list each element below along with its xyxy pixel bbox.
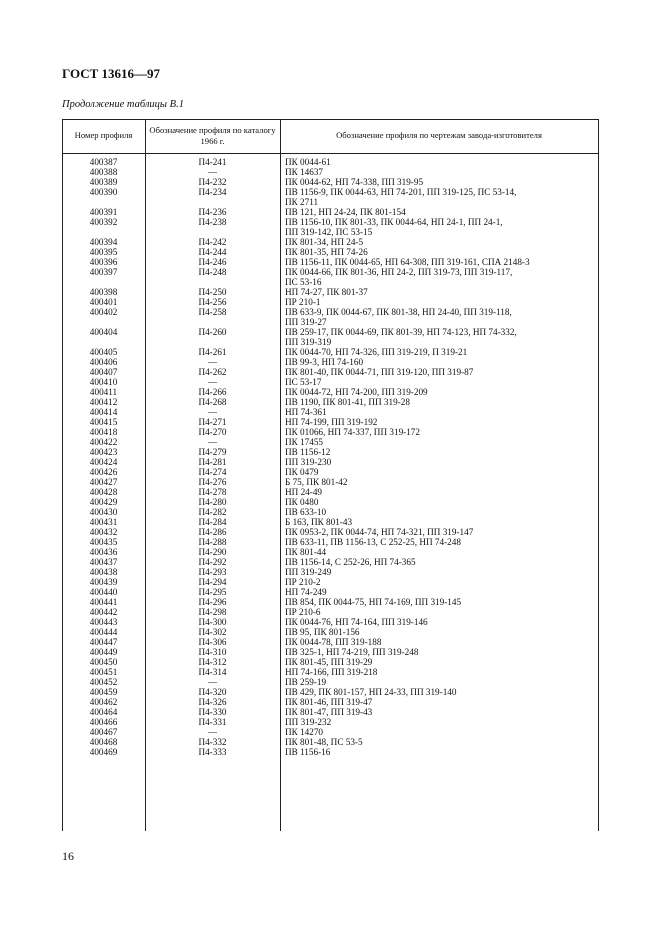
- catalog-code-cell: П4-293: [198, 567, 227, 577]
- table-row: [62, 367, 599, 377]
- manufacturer-codes-line: ПК 0044-61: [285, 157, 331, 167]
- catalog-code-cell: П4-234: [198, 187, 227, 197]
- profile-number-cell: 400407: [89, 367, 118, 377]
- catalog-code-cell: П4-276: [198, 477, 227, 487]
- table-row: [62, 397, 599, 407]
- table-row: [62, 697, 599, 707]
- table-row: [62, 627, 599, 637]
- manufacturer-codes-cell: [280, 607, 590, 617]
- manufacturer-codes-cell: [280, 287, 590, 297]
- catalog-code-cell: П4-236: [198, 207, 227, 217]
- profile-number-cell: 400438: [89, 567, 118, 577]
- manufacturer-codes-line: ПС 53-16: [285, 277, 322, 287]
- manufacturer-codes-line: ПК 0953-2, ПК 0044-74, НП 74-321, ПП 319-147: [285, 527, 474, 537]
- table-row: [62, 657, 599, 667]
- profile-number-cell: 400427: [89, 477, 118, 487]
- catalog-code-cell: П4-292: [198, 557, 227, 567]
- profile-number-cell: 400452: [89, 677, 118, 687]
- manufacturer-codes-cell: [280, 657, 590, 667]
- manufacturer-codes-line: НП 74-166, ПП 319-218: [285, 667, 378, 677]
- catalog-code-cell: П4-296: [198, 597, 227, 607]
- catalog-code-cell: П4-271: [198, 417, 227, 427]
- table-row: [62, 487, 599, 497]
- manufacturer-codes-line: ПВ 1156-16: [285, 747, 331, 757]
- manufacturer-codes-line: ПК 801-46, ПП 319-47: [285, 697, 373, 707]
- page-number: 16: [62, 849, 74, 863]
- catalog-code-cell: П4-295: [198, 587, 227, 597]
- table-row: [62, 507, 599, 517]
- manufacturer-codes-cell: [280, 167, 590, 177]
- profile-number-cell: 400468: [89, 737, 118, 747]
- manufacturer-codes-cell: [280, 467, 590, 477]
- manufacturer-codes-line: ПК 0480: [285, 497, 319, 507]
- manufacturer-codes-cell: [280, 407, 590, 417]
- manufacturer-codes-cell: [280, 367, 590, 377]
- manufacturer-codes-line: ПК 0479: [285, 467, 319, 477]
- manufacturer-codes-cell: [280, 207, 590, 217]
- profile-number-cell: 400396: [89, 257, 118, 267]
- table-row: [62, 677, 599, 687]
- manufacturer-codes-cell: [280, 177, 590, 187]
- table-row: [62, 567, 599, 577]
- catalog-code-cell: —: [207, 167, 218, 177]
- table-row: [62, 467, 599, 477]
- catalog-code-cell: П4-320: [198, 687, 227, 697]
- table-row: [62, 377, 599, 387]
- catalog-code-cell: П4-330: [198, 707, 227, 717]
- catalog-code-cell: П4-232: [198, 177, 227, 187]
- table-row: [62, 267, 599, 287]
- catalog-code-cell: —: [207, 437, 218, 447]
- manufacturer-codes-cell: [280, 427, 590, 437]
- manufacturer-codes-line: ПВ 633-11, ПВ 1156-13, С 252-25, НП 74-248: [285, 537, 461, 547]
- manufacturer-codes-line: ПК 2711: [285, 197, 319, 207]
- table-body: [62, 157, 599, 757]
- manufacturer-codes-cell: [280, 627, 590, 637]
- table-row: [62, 247, 599, 257]
- profile-number-cell: 400423: [89, 447, 118, 457]
- table-row: [62, 157, 599, 167]
- profile-number-cell: 400439: [89, 577, 118, 587]
- manufacturer-codes-line: Б 163, ПК 801-43: [285, 517, 353, 527]
- table-header-divider: [62, 153, 599, 154]
- manufacturer-codes-line: ПК 0044-70, НП 74-326, ПП 319-219, П 319-21: [285, 347, 468, 357]
- table-row: [62, 667, 599, 677]
- table-row: [62, 217, 599, 237]
- catalog-code-cell: П4-281: [198, 457, 227, 467]
- catalog-code-cell: П4-261: [198, 347, 227, 357]
- manufacturer-codes-cell: [280, 617, 590, 627]
- manufacturer-codes-cell: [280, 457, 590, 467]
- manufacturer-codes-cell: [280, 707, 590, 717]
- manufacturer-codes-line: ПВ 1156-14, С 252-26, НП 74-365: [285, 557, 416, 567]
- manufacturer-codes-line: ПР 210-2: [285, 577, 321, 587]
- manufacturer-codes-line: ПК 01066, НП 74-337, ПП 319-172: [285, 427, 420, 437]
- column-header-catalog-1966: Обозначение профиля по каталогу 1966 г.: [149, 125, 276, 146]
- manufacturer-codes-line: ПП 319-142, ПС 53-15: [285, 227, 373, 237]
- table-row: [62, 387, 599, 397]
- manufacturer-codes-line: НП 74-249: [285, 587, 327, 597]
- profile-number-cell: 400387: [89, 157, 118, 167]
- manufacturer-codes-cell: [280, 557, 590, 567]
- profile-number-cell: 400451: [89, 667, 118, 677]
- table-row: [62, 187, 599, 207]
- catalog-code-cell: П4-258: [198, 307, 227, 317]
- profile-number-cell: 400428: [89, 487, 118, 497]
- table-row: [62, 597, 599, 607]
- manufacturer-codes-cell: [280, 477, 590, 487]
- catalog-code-cell: П4-270: [198, 427, 227, 437]
- manufacturer-codes-line: ПК 801-35, НП 74-26: [285, 247, 368, 257]
- manufacturer-codes-line: ПВ 1156-9, ПК 0044-63, НП 74-201, ПП 319-125, ПС 53-14,: [285, 187, 517, 197]
- profile-number-cell: 400415: [89, 417, 118, 427]
- table-row: [62, 457, 599, 467]
- table-row: [62, 307, 599, 327]
- manufacturer-codes-line: ПК 801-34, НП 24-5: [285, 237, 364, 247]
- profile-number-cell: 400411: [89, 387, 118, 397]
- table-row: [62, 177, 599, 187]
- manufacturer-codes-line: ПВ 633-10: [285, 507, 327, 517]
- manufacturer-codes-line: ПК 801-48, ПС 53-5: [285, 737, 363, 747]
- catalog-code-cell: П4-279: [198, 447, 227, 457]
- manufacturer-codes-cell: [280, 437, 590, 447]
- manufacturer-codes-cell: [280, 517, 590, 527]
- profile-number-cell: 400462: [89, 697, 118, 707]
- manufacturer-codes-cell: [280, 157, 590, 167]
- manufacturer-codes-line: ПК 0044-76, НП 74-164, ПП 319-146: [285, 617, 428, 627]
- profile-number-cell: 400394: [89, 237, 118, 247]
- manufacturer-codes-line: ПК 14270: [285, 727, 324, 737]
- profile-number-cell: 400449: [89, 647, 118, 657]
- profile-table: [62, 119, 599, 831]
- catalog-code-cell: П4-306: [198, 637, 227, 647]
- table-row: [62, 637, 599, 647]
- table-row: [62, 527, 599, 537]
- catalog-code-cell: П4-312: [198, 657, 227, 667]
- catalog-code-cell: П4-333: [198, 747, 227, 757]
- manufacturer-codes-line: ПП 319-319: [285, 337, 332, 347]
- table-row: [62, 717, 599, 727]
- table-row: [62, 417, 599, 427]
- column-header-manufacturer-drawings: Обозначение профиля по чертежам завода-изготовителя: [336, 130, 542, 140]
- profile-number-cell: 400401: [89, 297, 118, 307]
- manufacturer-codes-line: ПР 210-6: [285, 607, 321, 617]
- manufacturer-codes-line: НП 74-361: [285, 407, 327, 417]
- manufacturer-codes-line: ПК 801-47, ПП 319-43: [285, 707, 373, 717]
- table-row: [62, 707, 599, 717]
- table-row: [62, 727, 599, 737]
- manufacturer-codes-cell: [280, 327, 590, 347]
- manufacturer-codes-cell: [280, 417, 590, 427]
- catalog-code-cell: П4-288: [198, 537, 227, 547]
- manufacturer-codes-line: ПК 17455: [285, 437, 324, 447]
- catalog-code-cell: П4-256: [198, 297, 227, 307]
- catalog-code-cell: —: [207, 357, 218, 367]
- catalog-code-cell: П4-278: [198, 487, 227, 497]
- catalog-code-cell: П4-298: [198, 607, 227, 617]
- profile-number-cell: 400429: [89, 497, 118, 507]
- catalog-code-cell: П4-310: [198, 647, 227, 657]
- manufacturer-codes-line: ПК 801-45, ПП 319-29: [285, 657, 373, 667]
- catalog-code-cell: —: [207, 727, 218, 737]
- table-row: [62, 537, 599, 547]
- catalog-code-cell: П4-294: [198, 577, 227, 587]
- manufacturer-codes-cell: [280, 267, 590, 287]
- manufacturer-codes-cell: [280, 597, 590, 607]
- profile-number-cell: 400424: [89, 457, 118, 467]
- table-row: [62, 297, 599, 307]
- catalog-code-cell: П4-290: [198, 547, 227, 557]
- manufacturer-codes-cell: [280, 527, 590, 537]
- table-row: [62, 447, 599, 457]
- profile-number-cell: 400444: [89, 627, 118, 637]
- table-row: [62, 737, 599, 747]
- manufacturer-codes-cell: [280, 717, 590, 727]
- table-row: [62, 587, 599, 597]
- manufacturer-codes-cell: [280, 297, 590, 307]
- profile-number-cell: 400441: [89, 597, 118, 607]
- profile-number-cell: 400392: [89, 217, 118, 227]
- manufacturer-codes-cell: [280, 377, 590, 387]
- profile-number-cell: 400391: [89, 207, 118, 217]
- manufacturer-codes-line: ПК 0044-78, ПП 319-188: [285, 637, 382, 647]
- table-row: [62, 427, 599, 437]
- table-row: [62, 357, 599, 367]
- profile-number-cell: 400422: [89, 437, 118, 447]
- catalog-code-cell: П4-238: [198, 217, 227, 227]
- profile-number-cell: 400442: [89, 607, 118, 617]
- table-row: [62, 517, 599, 527]
- table-row: [62, 167, 599, 177]
- profile-number-cell: 400431: [89, 517, 118, 527]
- manufacturer-codes-line: ПК 0044-72, НП 74-200, ПП 319-209: [285, 387, 428, 397]
- profile-number-cell: 400389: [89, 177, 118, 187]
- manufacturer-codes-line: ПП 319-230: [285, 457, 332, 467]
- manufacturer-codes-cell: [280, 567, 590, 577]
- manufacturer-codes-cell: [280, 677, 590, 687]
- manufacturer-codes-line: ПВ 854, ПК 0044-75, НП 74-169, ПП 319-145: [285, 597, 462, 607]
- manufacturer-codes-line: ПК 14637: [285, 167, 324, 177]
- catalog-code-cell: П4-248: [198, 267, 227, 277]
- manufacturer-codes-line: ПС 53-17: [285, 377, 322, 387]
- catalog-code-cell: П4-331: [198, 717, 227, 727]
- manufacturer-codes-line: ПК 0044-62, НП 74-338, ПП 319-95: [285, 177, 424, 187]
- manufacturer-codes-cell: [280, 487, 590, 497]
- manufacturer-codes-cell: [280, 697, 590, 707]
- manufacturer-codes-line: ПВ 1156-11, ПК 0044-65, НП 64-308, ПП 319-161, СПА 2148-3: [285, 257, 530, 267]
- profile-number-cell: 400437: [89, 557, 118, 567]
- profile-number-cell: 400397: [89, 267, 118, 277]
- manufacturer-codes-line: ПП 319-27: [285, 317, 327, 327]
- table-top-border: [62, 119, 599, 120]
- profile-number-cell: 400410: [89, 377, 118, 387]
- manufacturer-codes-line: НП 24-49: [285, 487, 323, 497]
- manufacturer-codes-line: НП 74-27, ПК 801-37: [285, 287, 368, 297]
- table-continuation-caption: Продолжение таблицы В.1: [62, 99, 184, 110]
- profile-number-cell: 400406: [89, 357, 118, 367]
- catalog-code-cell: П4-266: [198, 387, 227, 397]
- table-row: [62, 557, 599, 567]
- table-row: [62, 347, 599, 357]
- manufacturer-codes-cell: [280, 347, 590, 357]
- profile-number-cell: 400402: [89, 307, 118, 317]
- manufacturer-codes-cell: [280, 577, 590, 587]
- profile-number-cell: 400466: [89, 717, 118, 727]
- column-header-profile-number: Номер профиля: [74, 130, 133, 140]
- profile-number-cell: 400404: [89, 327, 118, 337]
- manufacturer-codes-line: ПВ 259-19: [285, 677, 327, 687]
- catalog-code-cell: —: [207, 407, 218, 417]
- table-row: [62, 237, 599, 247]
- profile-number-cell: 400398: [89, 287, 118, 297]
- catalog-code-cell: П4-274: [198, 467, 227, 477]
- catalog-code-cell: П4-280: [198, 497, 227, 507]
- manufacturer-codes-line: ПК 801-44: [285, 547, 327, 557]
- catalog-code-cell: —: [207, 677, 218, 687]
- manufacturer-codes-cell: [280, 637, 590, 647]
- manufacturer-codes-cell: [280, 507, 590, 517]
- manufacturer-codes-line: ПК 801-40, ПК 0044-71, ПП 319-120, ПП 319-87: [285, 367, 474, 377]
- manufacturer-codes-cell: [280, 237, 590, 247]
- table-row: [62, 287, 599, 297]
- profile-number-cell: 400395: [89, 247, 118, 257]
- catalog-code-cell: П4-268: [198, 397, 227, 407]
- manufacturer-codes-line: ПВ 1156-12: [285, 447, 331, 457]
- catalog-code-cell: П4-302: [198, 627, 227, 637]
- profile-number-cell: 400443: [89, 617, 118, 627]
- table-row: [62, 437, 599, 447]
- table-row: [62, 747, 599, 757]
- catalog-code-cell: П4-282: [198, 507, 227, 517]
- catalog-code-cell: П4-241: [198, 157, 227, 167]
- table-row: [62, 687, 599, 697]
- table-row: [62, 497, 599, 507]
- manufacturer-codes-line: ПВ 1156-10, ПК 801-33, ПК 0044-64, НП 24-1, ПП 24-1,: [285, 217, 503, 227]
- manufacturer-codes-cell: [280, 727, 590, 737]
- profile-number-cell: 400430: [89, 507, 118, 517]
- catalog-code-cell: —: [207, 377, 218, 387]
- manufacturer-codes-cell: [280, 247, 590, 257]
- catalog-code-cell: П4-332: [198, 737, 227, 747]
- catalog-code-cell: П4-246: [198, 257, 227, 267]
- manufacturer-codes-cell: [280, 187, 590, 207]
- catalog-code-cell: П4-300: [198, 617, 227, 627]
- profile-number-cell: 400450: [89, 657, 118, 667]
- manufacturer-codes-cell: [280, 667, 590, 677]
- manufacturer-codes-cell: [280, 497, 590, 507]
- profile-number-cell: 400440: [89, 587, 118, 597]
- profile-number-cell: 400432: [89, 527, 118, 537]
- catalog-code-cell: П4-250: [198, 287, 227, 297]
- table-row: [62, 647, 599, 657]
- profile-number-cell: 400436: [89, 547, 118, 557]
- profile-number-cell: 400459: [89, 687, 118, 697]
- manufacturer-codes-line: ПП 319-232: [285, 717, 332, 727]
- profile-number-cell: 400426: [89, 467, 118, 477]
- manufacturer-codes-cell: [280, 447, 590, 457]
- manufacturer-codes-cell: [280, 747, 590, 757]
- catalog-code-cell: П4-262: [198, 367, 227, 377]
- manufacturer-codes-cell: [280, 737, 590, 747]
- manufacturer-codes-cell: [280, 587, 590, 597]
- profile-number-cell: 400405: [89, 347, 118, 357]
- manufacturer-codes-cell: [280, 537, 590, 547]
- profile-number-cell: 400467: [89, 727, 118, 737]
- profile-number-cell: 400435: [89, 537, 118, 547]
- manufacturer-codes-line: ПК 0044-66, ПК 801-36, НП 24-2, ПП 319-73, ПП 319-117,: [285, 267, 513, 277]
- manufacturer-codes-cell: [280, 217, 590, 237]
- catalog-code-cell: П4-284: [198, 517, 227, 527]
- table-row: [62, 607, 599, 617]
- profile-number-cell: 400414: [89, 407, 118, 417]
- profile-number-cell: 400464: [89, 707, 118, 717]
- catalog-code-cell: П4-242: [198, 237, 227, 247]
- manufacturer-codes-cell: [280, 547, 590, 557]
- catalog-code-cell: П4-314: [198, 667, 227, 677]
- profile-number-cell: 400418: [89, 427, 118, 437]
- manufacturer-codes-line: ПВ 633-9, ПК 0044-67, ПК 801-38, НП 24-40, ПП 319-118,: [285, 307, 512, 317]
- manufacturer-codes-line: ПВ 429, ПК 801-157, НП 24-33, ПП 319-140: [285, 687, 457, 697]
- manufacturer-codes-line: ПВ 121, НП 24-24, ПК 801-154: [285, 207, 406, 217]
- catalog-code-cell: П4-244: [198, 247, 227, 257]
- manufacturer-codes-line: НП 74-199, ПП 319-192: [285, 417, 378, 427]
- table-row: [62, 407, 599, 417]
- profile-number-cell: 400469: [89, 747, 118, 757]
- manufacturer-codes-cell: [280, 307, 590, 327]
- catalog-code-cell: П4-326: [198, 697, 227, 707]
- manufacturer-codes-cell: [280, 397, 590, 407]
- manufacturer-codes-line: ПВ 1190, ПК 801-41, ПП 319-28: [285, 397, 410, 407]
- profile-number-cell: 400412: [89, 397, 118, 407]
- manufacturer-codes-cell: [280, 687, 590, 697]
- document-standard-title: ГОСТ 13616—97: [62, 66, 161, 81]
- manufacturer-codes-line: ПВ 259-17, ПК 0044-69, ПК 801-39, НП 74-123, НП 74-332,: [285, 327, 517, 337]
- manufacturer-codes-line: ПВ 95, ПК 801-156: [285, 627, 360, 637]
- catalog-code-cell: П4-260: [198, 327, 227, 337]
- catalog-code-cell: П4-286: [198, 527, 227, 537]
- table-row: [62, 617, 599, 627]
- manufacturer-codes-line: ПП 319-249: [285, 567, 332, 577]
- table-row: [62, 577, 599, 587]
- table-row: [62, 207, 599, 217]
- manufacturer-codes-cell: [280, 647, 590, 657]
- manufacturer-codes-cell: [280, 257, 590, 267]
- profile-number-cell: 400390: [89, 187, 118, 197]
- table-row: [62, 257, 599, 267]
- manufacturer-codes-line: ПВ 99-3, НП 74-160: [285, 357, 364, 367]
- manufacturer-codes-cell: [280, 387, 590, 397]
- table-row: [62, 327, 599, 347]
- manufacturer-codes-cell: [280, 357, 590, 367]
- table-row: [62, 547, 599, 557]
- manufacturer-codes-line: Б 75, ПК 801-42: [285, 477, 348, 487]
- profile-number-cell: 400447: [89, 637, 118, 647]
- manufacturer-codes-line: ПР 210-1: [285, 297, 321, 307]
- profile-number-cell: 400388: [89, 167, 118, 177]
- table-row: [62, 477, 599, 487]
- manufacturer-codes-line: ПВ 325-1, НП 74-219, ПП 319-248: [285, 647, 419, 657]
